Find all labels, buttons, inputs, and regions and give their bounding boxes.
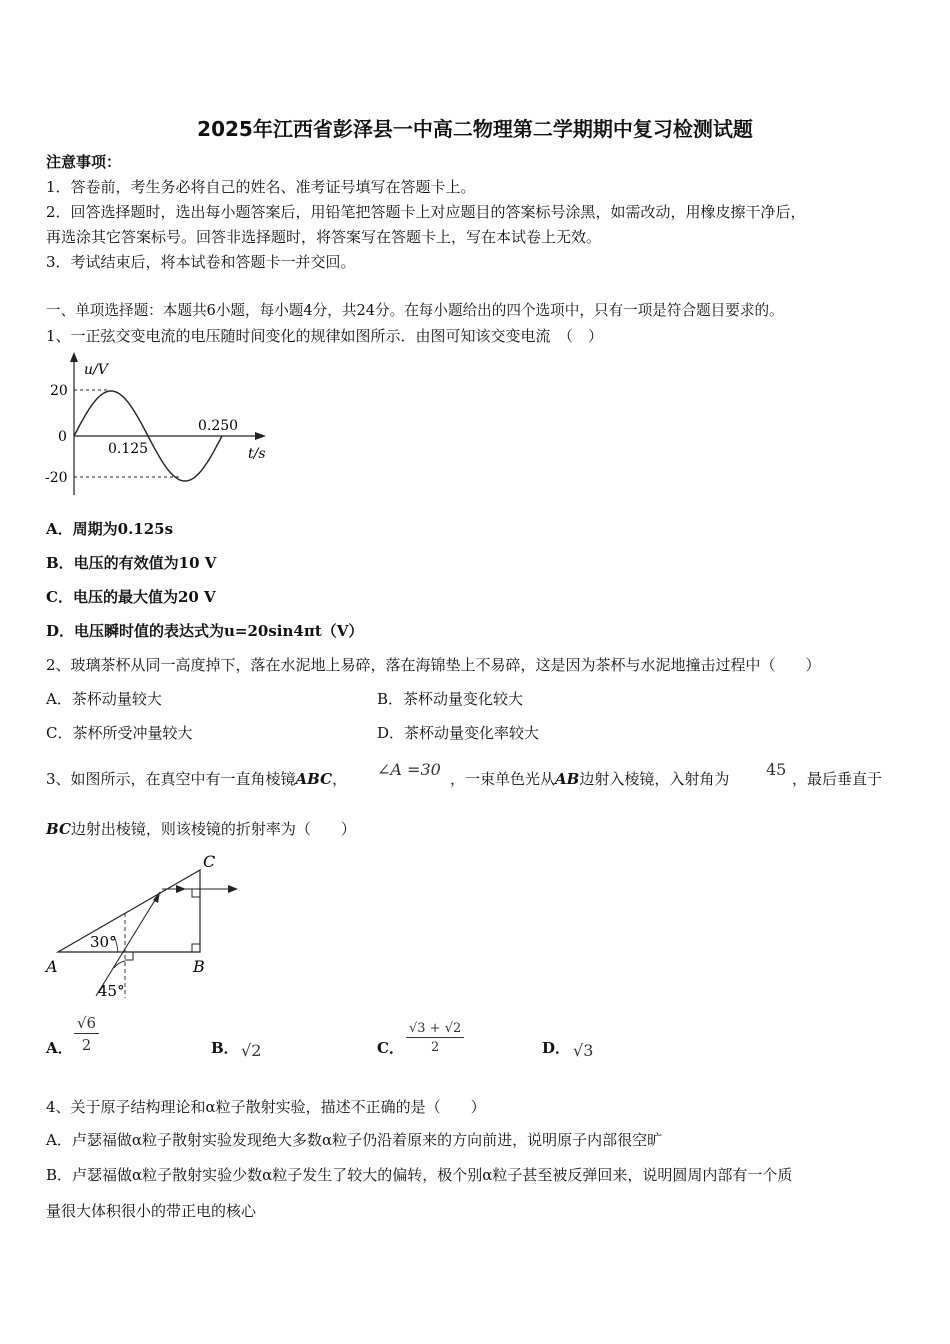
- q3-option-b-label: B．: [211, 1039, 239, 1057]
- q3-stem-rest: 边射出棱镜，则该棱镜的折射率为（ ）: [70, 820, 356, 838]
- q3-option-c-denominator: 2: [431, 1040, 440, 1055]
- q3-option-c-label: C．: [377, 1039, 404, 1057]
- tick-y-neg20: -20: [45, 470, 68, 486]
- q3-option-a-numerator: √6: [74, 1014, 99, 1034]
- q2-option-c: C．茶杯所受冲量较大: [46, 724, 193, 742]
- q3-stem-part1: 3、如图所示，在真空中有一直角棱镜: [46, 770, 296, 788]
- q3-option-b-value: √2: [241, 1041, 262, 1060]
- q3-option-a-fraction: [74, 1014, 99, 1054]
- q3-option-d-value: √3: [573, 1041, 594, 1060]
- q3-stem-part3: ，一束单色光从: [450, 770, 556, 788]
- q3-stem-ab: AB: [555, 770, 580, 788]
- tick-y-20: 20: [50, 383, 68, 399]
- q3-option-c-fraction: [406, 1021, 464, 1055]
- q4-stem: 4、关于原子结构理论和α粒子散射实验，描述不正确的是（ ）: [46, 1098, 486, 1116]
- q3-stem-part5: ，最后垂直于: [792, 770, 883, 788]
- tick-x-0250: 0.250: [198, 418, 239, 434]
- tick-y-0: 0: [58, 429, 67, 445]
- x-axis-label: t/s: [248, 446, 266, 462]
- q4-option-b-line2: 量很大体积很小的带正电的核心: [46, 1202, 257, 1220]
- q3-option-d-label: D．: [542, 1039, 571, 1057]
- q1-option-a: A．周期为0.125s: [46, 520, 174, 538]
- notice-line-2b: 再选涂其它答案标号。回答非选择题时，将答案写在答题卡上，写在本试卷上无效。: [46, 228, 602, 246]
- notice-line-2a: 2．回答选择题时，选出每小题答案后，用铅笔把答题卡上对应题目的答案标号涂黑，如需改动，用橡皮擦干净后，: [46, 203, 806, 221]
- q3-stem-part2: ，: [332, 770, 348, 788]
- q2-stem: 2、玻璃茶杯从同一高度掉下，落在水泥地上易碎，落在海锦垫上不易碎，这是因为茶杯与水泥地撞击过程中（ ）: [46, 656, 821, 674]
- q2-option-a: A．茶杯动量较大: [46, 690, 162, 708]
- q3-incidence-angle: 45: [766, 760, 787, 779]
- q3-stem-line1b: [450, 769, 729, 789]
- prism-angle-45: 45°: [98, 982, 125, 1000]
- q4-option-a: A．卢瑟福做α粒子散射实验发现绝大多数α粒子仍沿着原来的方向前进，说明原子内部很空旷: [46, 1131, 663, 1149]
- q3-prism-diagram: [40, 848, 250, 1008]
- q3-angle-expr: ∠A =30: [377, 760, 441, 779]
- q2-option-b: B．茶杯动量变化较大: [377, 690, 524, 708]
- q1-stem: 1、一正弦交变电流的电压随时间变化的规律如图所示．由图可知该交变电流 （ ）: [46, 327, 604, 345]
- q3-option-a-label: A．: [46, 1039, 73, 1057]
- q3-option-a-denominator: 2: [81, 1036, 92, 1054]
- tick-x-0125: 0.125: [108, 441, 149, 457]
- q3-stem-abc: ABC: [295, 770, 333, 788]
- q1-sine-graph: [40, 350, 280, 500]
- q1-option-c: C．电压的最大值为20 V: [46, 588, 216, 606]
- q3-stem-line2: [46, 819, 356, 839]
- section-heading: 一、单项选择题：本题共6小题，每小题4分，共24分。在每小题给出的四个选项中，只有一项是符合题目要求的。: [46, 302, 784, 319]
- prism-label-a: A: [46, 957, 58, 976]
- notice-line-3: 3．考试结束后，将本试卷和答题卡一并交回。: [46, 253, 356, 271]
- q3-option-c-numerator: √3 + √2: [406, 1021, 464, 1038]
- notice-line-1: 1．答卷前，考生务必将自己的姓名、准考证号填写在答题卡上。: [46, 178, 476, 196]
- prism-label-b: B: [193, 957, 205, 976]
- q1-option-d: D．电压瞬时值的表达式为u=20sin4πt（V）: [46, 622, 364, 640]
- page-title: 2025年江西省彭泽县一中高二物理第二学期期中复习检测试题: [197, 117, 753, 141]
- q3-stem-part4: 边射入棱镜，入射角为: [579, 770, 730, 788]
- y-axis-label: u/V: [84, 362, 108, 378]
- q4-option-b-line1: B．卢瑟福做α粒子散射实验少数α粒子发生了较大的偏转，极个别α粒子甚至被反弹回来，说明圆周内部有一个质: [46, 1166, 793, 1184]
- prism-label-c: C: [203, 852, 216, 871]
- q3-stem-bc: BC: [46, 820, 71, 838]
- q1-option-b: B．电压的有效值为10 V: [46, 554, 217, 572]
- q2-option-d: D．茶杯动量变化率较大: [377, 724, 540, 742]
- notice-heading: 注意事项：: [46, 153, 122, 171]
- prism-angle-30: 30°: [90, 933, 117, 951]
- q3-stem-line1: [46, 769, 347, 789]
